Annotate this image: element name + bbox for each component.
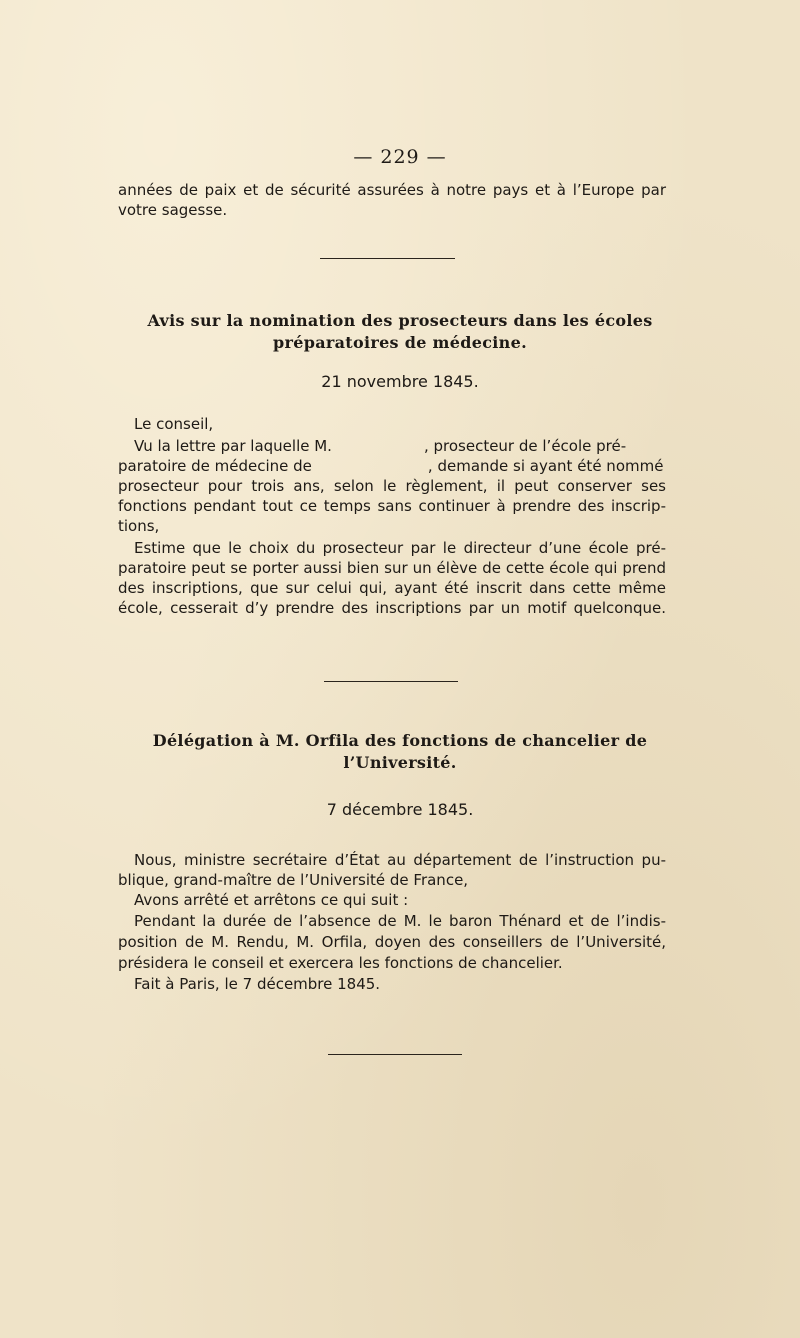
section2-line: Pendant la durée de l’absence de M. le baron Thénard et de l’indis- [134, 912, 666, 930]
section1-line: paratoire peut se porter aussi bien sur un élève de cette école qui prend [118, 559, 666, 577]
page-number: — 229 — [353, 146, 447, 168]
section1-line: fonctions pendant tout ce temps sans continuer à prendre des inscrip- [118, 497, 666, 515]
section1-title-line-1: Avis sur la nomination des prosecteurs dans les écoles [147, 311, 653, 330]
section2-line: position de M. Rendu, M. Orfila, doyen des conseillers de l’Université, [118, 933, 666, 951]
section1-line [118, 456, 666, 476]
section1-line-part: , prosecteur de l’école pré- [423, 437, 627, 455]
section1-line: des inscriptions, que sur celui qui, ayant été inscrit dans cette même [118, 579, 666, 597]
section-divider [324, 681, 458, 682]
section2-title-line-1: Délégation à M. Orfila des fonctions de chancelier de [152, 731, 648, 750]
section1-line: école, cesserait d’y prendre des inscriptions par un motif quelconque. [118, 599, 666, 617]
section2-line: Nous, ministre secrétaire d’État au département de l’instruction pu- [134, 851, 666, 869]
section1-line-part: Vu la lettre par laquelle M. [134, 437, 332, 455]
section2-line: Fait à Paris, le 7 décembre 1845. [134, 975, 381, 993]
section2-date: 7 décembre 1845. [326, 800, 474, 819]
section1-line: Estime que le choix du prosecteur par le directeur d’une école pré- [134, 539, 666, 557]
section1-line: Le conseil, [134, 415, 214, 433]
section2-line: présidera le conseil et exercera les fonctions de chancelier. [118, 954, 563, 972]
section1-title-line-2: préparatoires de médecine. [273, 333, 527, 352]
intro-line-2: votre sagesse. [118, 201, 228, 219]
section1-line-part: paratoire de médecine de [118, 457, 312, 475]
section1-line-part: , demande si ayant été nommé [427, 457, 664, 475]
intro-line-1: années de paix et de sécurité assurées à notre pays et à l’Europe par [118, 181, 666, 199]
section1-line [118, 436, 666, 456]
section-divider [328, 1054, 462, 1055]
section2-title-line-2: l’Université. [343, 753, 457, 772]
section-divider [320, 258, 455, 259]
section1-line: prosecteur pour trois ans, selon le règlement, il peut conserver ses [118, 477, 666, 495]
section1-date: 21 novembre 1845. [321, 372, 479, 391]
section2-line: Avons arrêté et arrêtons ce qui suit : [134, 891, 409, 909]
section1-line: tions, [118, 517, 160, 535]
section2-line: blique, grand-maître de l’Université de France, [118, 871, 469, 889]
